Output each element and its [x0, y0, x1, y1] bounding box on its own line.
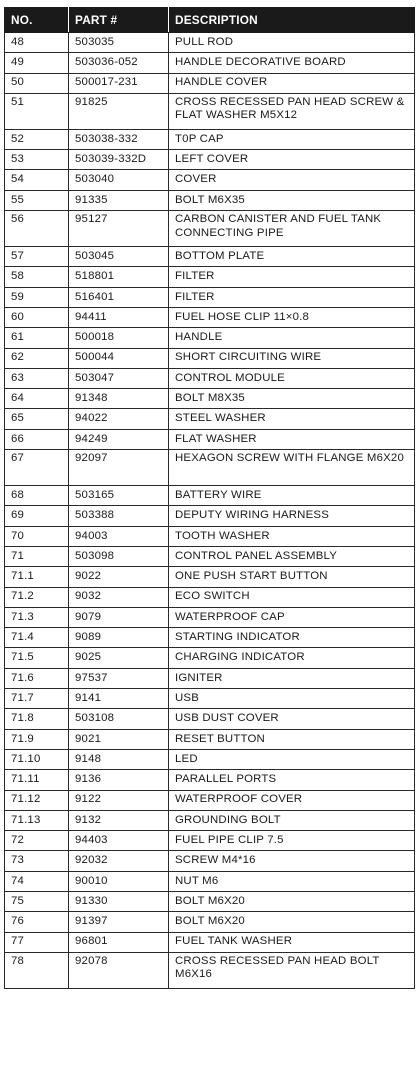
description-cell: CONTROL MODULE [169, 368, 415, 388]
table-row [5, 328, 415, 348]
part-number-cell: 92097 [69, 450, 169, 486]
description-cell: HANDLE [169, 328, 415, 348]
description-cell: ONE PUSH START BUTTON [169, 567, 415, 587]
description-cell: HANDLE DECORATIVE BOARD [169, 53, 415, 73]
part-number-cell: 97537 [69, 668, 169, 688]
description-cell: CROSS RECESSED PAN HEAD SCREW & FLAT WASHER M5X12 [169, 93, 415, 129]
item-number-cell: 71.2 [5, 587, 69, 607]
table-row [5, 287, 415, 307]
table-row [5, 150, 415, 170]
part-number-cell: 91825 [69, 93, 169, 129]
description-cell: CARBON CANISTER AND FUEL TANK CONNECTING PIPE [169, 211, 415, 247]
item-number-cell: 72 [5, 831, 69, 851]
part-number-cell: 9032 [69, 587, 169, 607]
part-number-cell: 9122 [69, 790, 169, 810]
table-row [5, 709, 415, 729]
item-number-cell: 68 [5, 486, 69, 506]
part-number-cell: 91330 [69, 891, 169, 911]
part-number-cell: 94403 [69, 831, 169, 851]
description-cell: ECO SWITCH [169, 587, 415, 607]
description-cell: BOLT M6X20 [169, 912, 415, 932]
part-number-cell: 91335 [69, 190, 169, 210]
item-number-cell: 71.5 [5, 648, 69, 668]
item-number-cell: 53 [5, 150, 69, 170]
part-number-cell: 92078 [69, 952, 169, 988]
part-number-cell: 500017-231 [69, 73, 169, 93]
description-cell: STEEL WASHER [169, 409, 415, 429]
table-row [5, 648, 415, 668]
part-number-cell: 92032 [69, 851, 169, 871]
part-number-cell: 94022 [69, 409, 169, 429]
description-cell: GROUNDING BOLT [169, 810, 415, 830]
item-number-cell: 67 [5, 450, 69, 486]
header-no: NO. [5, 8, 69, 33]
table-row [5, 891, 415, 911]
part-number-cell: 90010 [69, 871, 169, 891]
table-header-row [5, 8, 415, 33]
item-number-cell: 70 [5, 526, 69, 546]
description-cell: FLAT WASHER [169, 429, 415, 449]
part-number-cell: 503047 [69, 368, 169, 388]
item-number-cell: 71.7 [5, 689, 69, 709]
item-number-cell: 71.12 [5, 790, 69, 810]
description-cell: SCREW M4*16 [169, 851, 415, 871]
table-row [5, 267, 415, 287]
part-number-cell: 503039-332D [69, 150, 169, 170]
table-row [5, 628, 415, 648]
item-number-cell: 71.8 [5, 709, 69, 729]
part-number-cell: 91397 [69, 912, 169, 932]
description-cell: CHARGING INDICATOR [169, 648, 415, 668]
item-number-cell: 71.13 [5, 810, 69, 830]
part-number-cell: 94003 [69, 526, 169, 546]
item-number-cell: 65 [5, 409, 69, 429]
part-number-cell: 9022 [69, 567, 169, 587]
table-row [5, 810, 415, 830]
table-row [5, 587, 415, 607]
part-number-cell: 503108 [69, 709, 169, 729]
table-row [5, 211, 415, 247]
description-cell: USB DUST COVER [169, 709, 415, 729]
item-number-cell: 71.11 [5, 770, 69, 790]
part-number-cell: 503040 [69, 170, 169, 190]
description-cell: CONTROL PANEL ASSEMBLY [169, 546, 415, 566]
item-number-cell: 54 [5, 170, 69, 190]
item-number-cell: 58 [5, 267, 69, 287]
part-number-cell: 500044 [69, 348, 169, 368]
table-row [5, 668, 415, 688]
table-row [5, 129, 415, 149]
table-row [5, 526, 415, 546]
part-number-cell: 518801 [69, 267, 169, 287]
description-cell: PULL ROD [169, 33, 415, 53]
description-cell: FILTER [169, 267, 415, 287]
table-row [5, 33, 415, 53]
description-cell: HEXAGON SCREW WITH FLANGE M6X20 [169, 450, 415, 486]
description-cell: FILTER [169, 287, 415, 307]
item-number-cell: 73 [5, 851, 69, 871]
item-number-cell: 75 [5, 891, 69, 911]
description-cell: LED [169, 749, 415, 769]
item-number-cell: 56 [5, 211, 69, 247]
table-row [5, 871, 415, 891]
part-number-cell: 516401 [69, 287, 169, 307]
description-cell: BATTERY WIRE [169, 486, 415, 506]
item-number-cell: 76 [5, 912, 69, 932]
part-number-cell: 503036-052 [69, 53, 169, 73]
table-row [5, 53, 415, 73]
item-number-cell: 69 [5, 506, 69, 526]
parts-table [4, 7, 415, 989]
table-row [5, 307, 415, 327]
description-cell: WATERPROOF CAP [169, 607, 415, 627]
part-number-cell: 9141 [69, 689, 169, 709]
part-number-cell: 9132 [69, 810, 169, 830]
description-cell: LEFT COVER [169, 150, 415, 170]
item-number-cell: 61 [5, 328, 69, 348]
part-number-cell: 95127 [69, 211, 169, 247]
description-cell: BOLT M8X35 [169, 389, 415, 409]
part-number-cell: 94249 [69, 429, 169, 449]
table-row [5, 770, 415, 790]
description-cell: CROSS RECESSED PAN HEAD BOLT M6X16 [169, 952, 415, 988]
part-number-cell: 9148 [69, 749, 169, 769]
table-row [5, 389, 415, 409]
item-number-cell: 51 [5, 93, 69, 129]
table-row [5, 170, 415, 190]
description-cell: IGNITER [169, 668, 415, 688]
part-number-cell: 9025 [69, 648, 169, 668]
table-row [5, 790, 415, 810]
item-number-cell: 49 [5, 53, 69, 73]
table-row [5, 368, 415, 388]
description-cell: TOOTH WASHER [169, 526, 415, 546]
table-row [5, 486, 415, 506]
item-number-cell: 77 [5, 932, 69, 952]
description-cell: T0P CAP [169, 129, 415, 149]
table-row [5, 247, 415, 267]
item-number-cell: 71.1 [5, 567, 69, 587]
part-number-cell: 503388 [69, 506, 169, 526]
description-cell: RESET BUTTON [169, 729, 415, 749]
table-row [5, 506, 415, 526]
table-row [5, 567, 415, 587]
item-number-cell: 60 [5, 307, 69, 327]
table-row [5, 73, 415, 93]
item-number-cell: 71.3 [5, 607, 69, 627]
description-cell: COVER [169, 170, 415, 190]
description-cell: PARALLEL PORTS [169, 770, 415, 790]
description-cell: NUT M6 [169, 871, 415, 891]
item-number-cell: 71.6 [5, 668, 69, 688]
description-cell: SHORT CIRCUITING WIRE [169, 348, 415, 368]
part-number-cell: 9089 [69, 628, 169, 648]
item-number-cell: 52 [5, 129, 69, 149]
item-number-cell: 64 [5, 389, 69, 409]
part-number-cell: 503035 [69, 33, 169, 53]
item-number-cell: 71.9 [5, 729, 69, 749]
part-number-cell: 9136 [69, 770, 169, 790]
description-cell: BOLT M6X35 [169, 190, 415, 210]
part-number-cell: 503098 [69, 546, 169, 566]
table-row [5, 689, 415, 709]
parts-list [4, 7, 414, 989]
item-number-cell: 71.4 [5, 628, 69, 648]
table-row [5, 729, 415, 749]
description-cell: FUEL TANK WASHER [169, 932, 415, 952]
table-row [5, 831, 415, 851]
part-number-cell: 503045 [69, 247, 169, 267]
part-number-cell: 94411 [69, 307, 169, 327]
description-cell: DEPUTY WIRING HARNESS [169, 506, 415, 526]
part-number-cell: 9079 [69, 607, 169, 627]
description-cell: FUEL HOSE CLIP 11×0.8 [169, 307, 415, 327]
description-cell: WATERPROOF COVER [169, 790, 415, 810]
header-part-number: PART # [69, 8, 169, 33]
item-number-cell: 71 [5, 546, 69, 566]
item-number-cell: 78 [5, 952, 69, 988]
item-number-cell: 48 [5, 33, 69, 53]
table-row [5, 607, 415, 627]
part-number-cell: 503038-332 [69, 129, 169, 149]
table-row [5, 546, 415, 566]
description-cell: HANDLE COVER [169, 73, 415, 93]
item-number-cell: 50 [5, 73, 69, 93]
table-row [5, 749, 415, 769]
table-row [5, 348, 415, 368]
part-number-cell: 96801 [69, 932, 169, 952]
table-row [5, 932, 415, 952]
item-number-cell: 66 [5, 429, 69, 449]
table-row [5, 93, 415, 129]
table-row [5, 190, 415, 210]
part-number-cell: 91348 [69, 389, 169, 409]
item-number-cell: 59 [5, 287, 69, 307]
table-row [5, 450, 415, 486]
header-description: DESCRIPTION [169, 8, 415, 33]
description-cell: FUEL PIPE CLIP 7.5 [169, 831, 415, 851]
table-row [5, 429, 415, 449]
description-cell: BOLT M6X20 [169, 891, 415, 911]
description-cell: STARTING INDICATOR [169, 628, 415, 648]
description-cell: BOTTOM PLATE [169, 247, 415, 267]
item-number-cell: 55 [5, 190, 69, 210]
table-row [5, 409, 415, 429]
item-number-cell: 63 [5, 368, 69, 388]
part-number-cell: 500018 [69, 328, 169, 348]
item-number-cell: 74 [5, 871, 69, 891]
description-cell: USB [169, 689, 415, 709]
item-number-cell: 62 [5, 348, 69, 368]
table-row [5, 851, 415, 871]
part-number-cell: 9021 [69, 729, 169, 749]
table-row [5, 912, 415, 932]
part-number-cell: 503165 [69, 486, 169, 506]
table-row [5, 952, 415, 988]
item-number-cell: 57 [5, 247, 69, 267]
item-number-cell: 71.10 [5, 749, 69, 769]
